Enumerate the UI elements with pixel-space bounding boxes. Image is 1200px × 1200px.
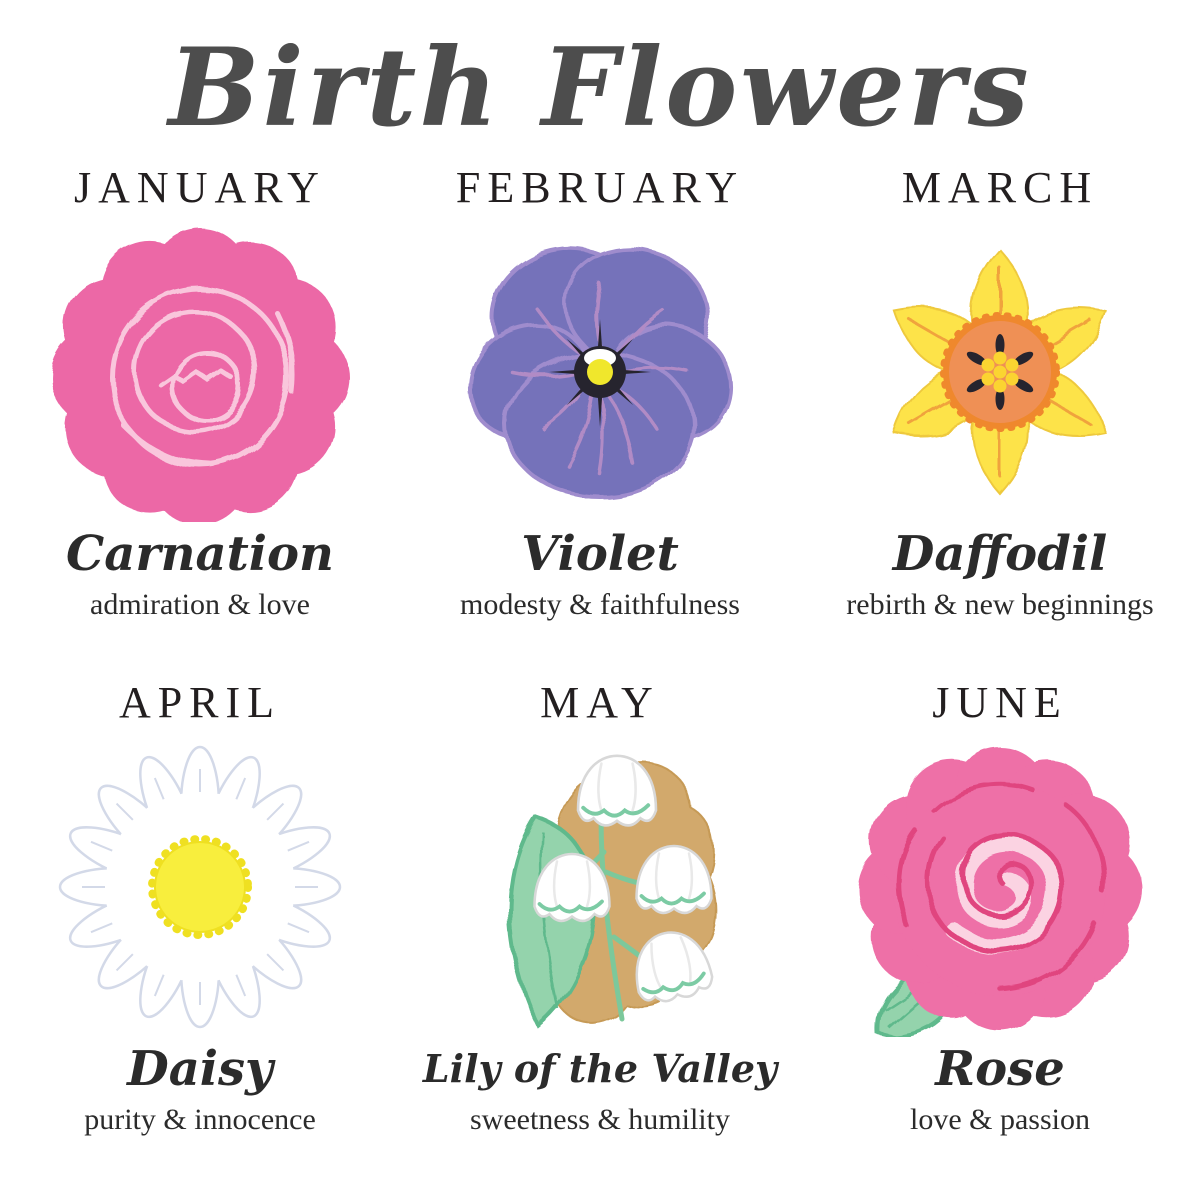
flower-name: Carnation — [66, 526, 334, 583]
flower-meaning: purity & innocence — [84, 1103, 316, 1137]
daffodil-cookie-icon — [850, 222, 1150, 522]
flower-meaning: admiration & love — [90, 588, 310, 622]
flower-meaning: love & passion — [910, 1103, 1090, 1137]
month-label: MAY — [540, 678, 660, 728]
month-label: JANUARY — [74, 163, 326, 213]
rose-cookie-icon — [850, 737, 1150, 1037]
flower-meaning: modesty & faithfulness — [460, 588, 740, 622]
birth-flower-card-may — [400, 671, 800, 1186]
daisy-cookie-icon — [50, 737, 350, 1037]
flower-name: Violet — [521, 526, 679, 583]
page-title: Birth Flowers — [168, 25, 1032, 151]
flower-meaning: sweetness & humility — [470, 1103, 730, 1137]
flower-name: Rose — [935, 1041, 1065, 1098]
violet-pansy-cookie-icon — [450, 222, 750, 522]
month-label: APRIL — [118, 678, 282, 728]
month-label: JUNE — [932, 678, 1068, 728]
birth-flower-card-june — [800, 671, 1200, 1186]
lily-of-the-valley-cookie-icon — [450, 737, 750, 1037]
birth-flower-card-february — [400, 156, 800, 671]
birth-flower-card-april — [0, 671, 400, 1186]
flower-name: Daisy — [127, 1041, 273, 1098]
flower-name: Lily of the Valley — [422, 1046, 778, 1092]
birth-flower-card-january — [0, 156, 400, 671]
flower-meaning: rebirth & new beginnings — [846, 588, 1154, 622]
birth-flower-card-march — [800, 156, 1200, 671]
birth-flowers-grid — [0, 156, 1200, 1186]
carnation-cookie-icon — [50, 222, 350, 522]
month-label: FEBRUARY — [455, 163, 745, 213]
month-label: MARCH — [901, 163, 1099, 213]
flower-name: Daffodil — [892, 526, 1108, 583]
